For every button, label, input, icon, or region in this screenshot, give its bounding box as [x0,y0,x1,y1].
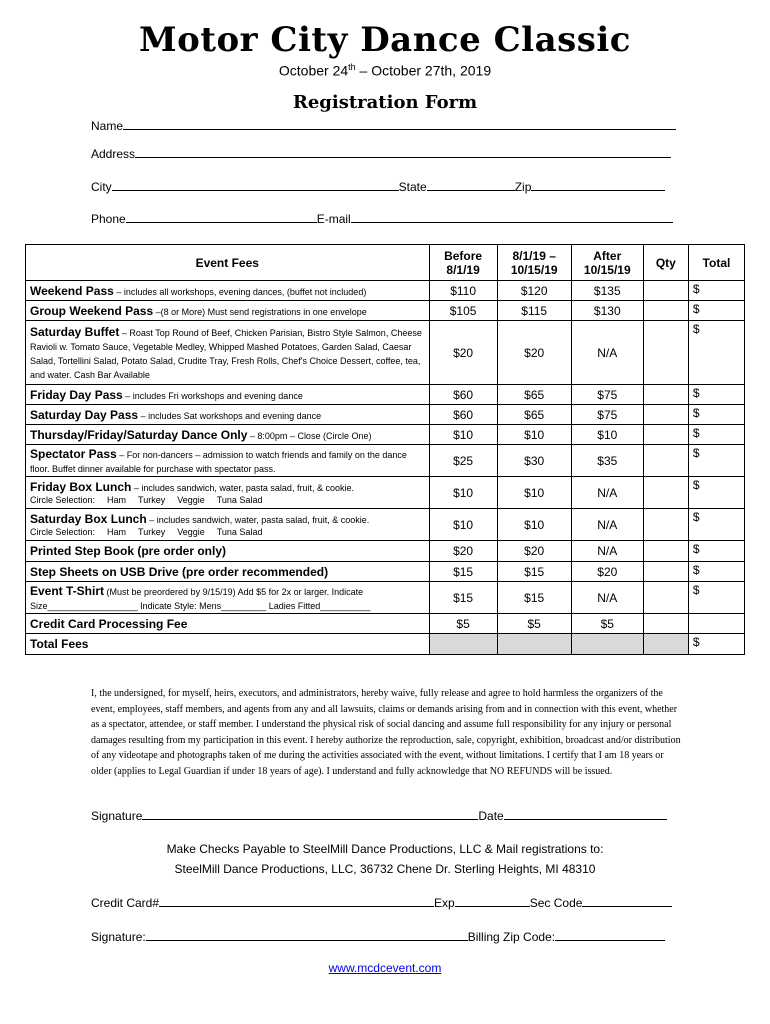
city-state-zip-fields[interactable]: City State Zip [91,179,665,194]
website-link[interactable]: www.mcdcevent.com [328,961,442,975]
fee-total-input[interactable]: $ [688,541,744,562]
fee-price-before: $20 [429,541,497,562]
fee-price-mid: $65 [497,385,571,405]
fee-total-input[interactable]: $ [688,562,744,582]
fee-row [26,301,745,321]
fee-price-before: $20 [429,321,497,385]
phone-email-fields[interactable]: Phone E-mail [91,211,673,226]
fee-price-before: $10 [429,509,497,541]
fee-event-cell [26,634,430,655]
circle-selection-option[interactable]: Ham [107,527,127,537]
fee-price-mid: $10 [497,509,571,541]
fee-row [26,562,745,582]
fee-price-mid: $15 [497,582,571,614]
fee-qty-input[interactable] [643,301,688,321]
fee-total-input[interactable]: $ [688,445,744,477]
fee-event-description: – includes all workshops, evening dances, (buffet not included) [113,286,367,297]
fee-qty-input[interactable] [643,562,688,582]
fee-row [26,445,745,477]
header-before: Before 8/1/19 [429,245,497,281]
header-qty: Qty [643,245,688,281]
circle-selection-option[interactable]: Turkey [138,527,166,537]
fee-qty-input[interactable] [643,445,688,477]
fee-total-input[interactable]: $ [688,425,744,445]
signature-date-fields[interactable]: Signature Date [91,808,667,823]
fee-event-cell [26,614,430,634]
fee-event-name: Step Sheets on USB Drive (pre order recommended) [30,564,329,579]
fee-qty-input[interactable] [643,614,688,634]
fee-row [26,477,745,509]
circle-selection-label: Circle Selection: [30,495,96,505]
fee-event-description: – includes Sat workshops and evening dance [138,410,322,421]
credit-card-fields[interactable]: Credit Card# Exp Sec Code [91,895,672,910]
fee-price-after: $135 [571,281,643,301]
fee-price-mid: $65 [497,405,571,425]
fee-event-cell [26,281,430,301]
fee-total-input[interactable]: $ [688,385,744,405]
fee-event-name: Saturday Box Lunch [30,512,147,526]
fee-price-after: N/A [571,477,643,509]
fee-price-before: $15 [429,582,497,614]
circle-selection-option[interactable]: Ham [107,495,127,505]
circle-selection-option[interactable]: Veggie [177,495,205,505]
fee-qty-input[interactable] [643,477,688,509]
fee-event-cell [26,582,430,614]
fee-qty-input[interactable] [643,541,688,562]
signature-billing-fields[interactable]: Signature: Billing Zip Code: [91,929,665,944]
fee-price-before: $60 [429,405,497,425]
checks-payable-line: Make Checks Payable to SteelMill Dance Productions, LLC & Mail registrations to: [166,842,604,856]
fee-price-mid: $10 [497,477,571,509]
circle-selection [30,527,425,537]
fee-qty-input[interactable] [643,281,688,301]
fee-event-name: Group Weekend Pass [30,303,154,318]
fee-price-after: N/A [571,541,643,562]
fee-event-name: Weekend Pass [30,283,114,298]
fee-qty-input[interactable] [643,582,688,614]
fee-price-before: $10 [429,425,497,445]
fee-row [26,385,745,405]
fee-price-after: $75 [571,385,643,405]
fee-event-cell [26,405,430,425]
circle-selection-label: Circle Selection: [30,527,96,537]
event-fees-table [25,244,745,655]
mailing-address-line: SteelMill Dance Productions, LLC, 36732 Chene Dr. Sterling Heights, MI 48310 [174,862,596,876]
circle-selection [30,495,425,505]
fee-total-input[interactable]: $ [688,509,744,541]
fee-event-name: Credit Card Processing Fee [30,616,188,631]
fee-price-after: $75 [571,405,643,425]
header-total: Total [688,245,744,281]
fee-event-description: – includes Fri workshops and evening dance [122,390,303,401]
header-after: After 10/15/19 [571,245,643,281]
fee-price-after: $20 [571,562,643,582]
name-field[interactable]: Name [91,118,676,133]
fee-price-after: N/A [571,582,643,614]
waiver-text: I, the undersigned, for myself, heirs, executors, and administrators, hereby waive, fully release and agree to hold harmless the organizers of the event, employees, staff members, and agents from any and all lawsuits, claims or demands arising from and in connection with this event, whether as a spectator, attendee, or staff member. I understand the physical risk of social dancing and assume full responsibility for any injury or personal damages resulting from my participation in this event. I hereby authorize the reproduction, sale, copyright, exhibition, broadcast and/or distribution of any videotape and photographs taken of me during the activities associated with the event, without limitations. I certify that I am 18 years or older (applies to Legal Guardian if under 18 years of age). I understand and fully acknowledge that NO REFUNDS will be issued. [91,688,681,777]
fee-event-name: Friday Day Pass [30,387,123,402]
fee-event-description: – 8:00pm – Close (Circle One) [247,430,372,441]
fee-event-description: – Roast Top Round of Beef, Chicken Parisian, Bistro Style Salmon, Cheese Ravioli w. Tomato Sauce, Vegetable Medley, Whipped Mashed Potatoes, Garden Salad, Caesar Salad, Tortellini Salad, Potato Salad, Crudite Tray, Fresh Rolls, Chef's Choice Dessert, coffee, tea, and water. Cash Bar Available [30,327,422,380]
fee-event-cell [26,321,430,385]
fee-price-mid [497,634,571,655]
circle-selection-option[interactable]: Veggie [177,527,205,537]
fee-total-input[interactable]: $ [688,405,744,425]
fee-row [26,541,745,562]
event-dates: October 24th – October 27th, 2019 [278,62,492,79]
fee-row [26,614,745,634]
fee-price-after: N/A [571,509,643,541]
fee-qty-input[interactable] [643,321,688,385]
circle-selection-option[interactable]: Turkey [138,495,166,505]
header-event-fees: Event Fees [26,245,430,281]
fee-price-mid: $115 [497,301,571,321]
fee-total-input[interactable]: $ [688,281,744,301]
fee-event-cell [26,445,430,477]
fee-total-input[interactable] [688,614,744,634]
fee-qty-input[interactable] [643,385,688,405]
form-title: Registration Form [292,92,478,113]
fee-row [26,281,745,301]
fee-qty-input[interactable] [643,425,688,445]
fee-event-cell [26,541,430,562]
fee-total-input[interactable]: $ [688,582,744,614]
page-title: Motor City Dance Classic [138,20,632,60]
fee-event-cell [26,425,430,445]
fee-event-name: Saturday Day Pass [30,407,139,422]
fee-price-before: $25 [429,445,497,477]
fee-event-description: (Must be preordered by 9/15/19) Add $5 for 2x or larger. Indicate Size__________________ Indicate Style: Mens_________ Ladies Fitted__________ [30,586,371,611]
fee-total-input[interactable]: $ [688,477,744,509]
fee-price-mid: $30 [497,445,571,477]
fee-row [26,405,745,425]
fee-price-mid: $20 [497,541,571,562]
fee-qty-input[interactable] [643,405,688,425]
fee-event-name: Spectator Pass [30,446,117,461]
fee-total-input[interactable]: $ [688,634,744,655]
fee-event-cell [26,562,430,582]
fee-price-mid: $10 [497,425,571,445]
fee-price-before: $15 [429,562,497,582]
fee-event-name: Event T-Shirt [30,583,105,598]
fee-event-cell [26,385,430,405]
fee-event-name: Thursday/Friday/Saturday Dance Only [30,427,248,442]
fee-price-before: $60 [429,385,497,405]
fee-price-mid: $15 [497,562,571,582]
fee-price-before [429,634,497,655]
fee-event-cell [26,509,430,541]
fee-row [26,634,745,655]
fee-qty-input [643,634,688,655]
fee-price-mid: $5 [497,614,571,634]
circle-selection-option[interactable]: Tuna Salad [216,495,263,505]
fee-event-description: – includes sandwich, water, pasta salad, fruit, & cookie. [131,483,354,493]
fee-event-name: Friday Box Lunch [30,480,132,494]
fee-total-input[interactable]: $ [688,301,744,321]
fee-price-before: $10 [429,477,497,509]
address-field[interactable]: Address [91,146,671,161]
fee-price-after: $10 [571,425,643,445]
header-mid: 8/1/19 – 10/15/19 [497,245,571,281]
fee-price-after [571,634,643,655]
fee-event-name: Saturday Buffet [30,324,120,339]
fee-price-mid: $120 [497,281,571,301]
fee-event-description: – includes sandwich, water, pasta salad, fruit, & cookie. [146,515,370,525]
fee-price-after: N/A [571,321,643,385]
fee-price-before: $105 [429,301,497,321]
fee-row [26,425,745,445]
fee-price-after: $35 [571,445,643,477]
fee-row [26,509,745,541]
fee-price-after: $130 [571,301,643,321]
fee-price-before: $110 [429,281,497,301]
circle-selection-option[interactable]: Tuna Salad [216,527,263,537]
fee-total-input[interactable]: $ [688,321,744,385]
fee-row [26,582,745,614]
fee-event-description: –(8 or More) Must send registrations in one envelope [153,306,367,317]
fee-price-before: $5 [429,614,497,634]
fees-header-row [26,245,745,281]
fee-price-mid: $20 [497,321,571,385]
fee-row [26,321,745,385]
fee-price-after: $5 [571,614,643,634]
fee-event-name: Printed Step Book (pre order only) [30,544,227,558]
fee-event-name: Total Fees [30,637,89,651]
fee-qty-input[interactable] [643,509,688,541]
fee-event-cell [26,477,430,509]
fee-event-description: – For non-dancers – admission to watch friends and family on the dance floor. Buffet dinner available for purchase with spectator pass. [30,449,407,474]
fee-event-cell [26,301,430,321]
